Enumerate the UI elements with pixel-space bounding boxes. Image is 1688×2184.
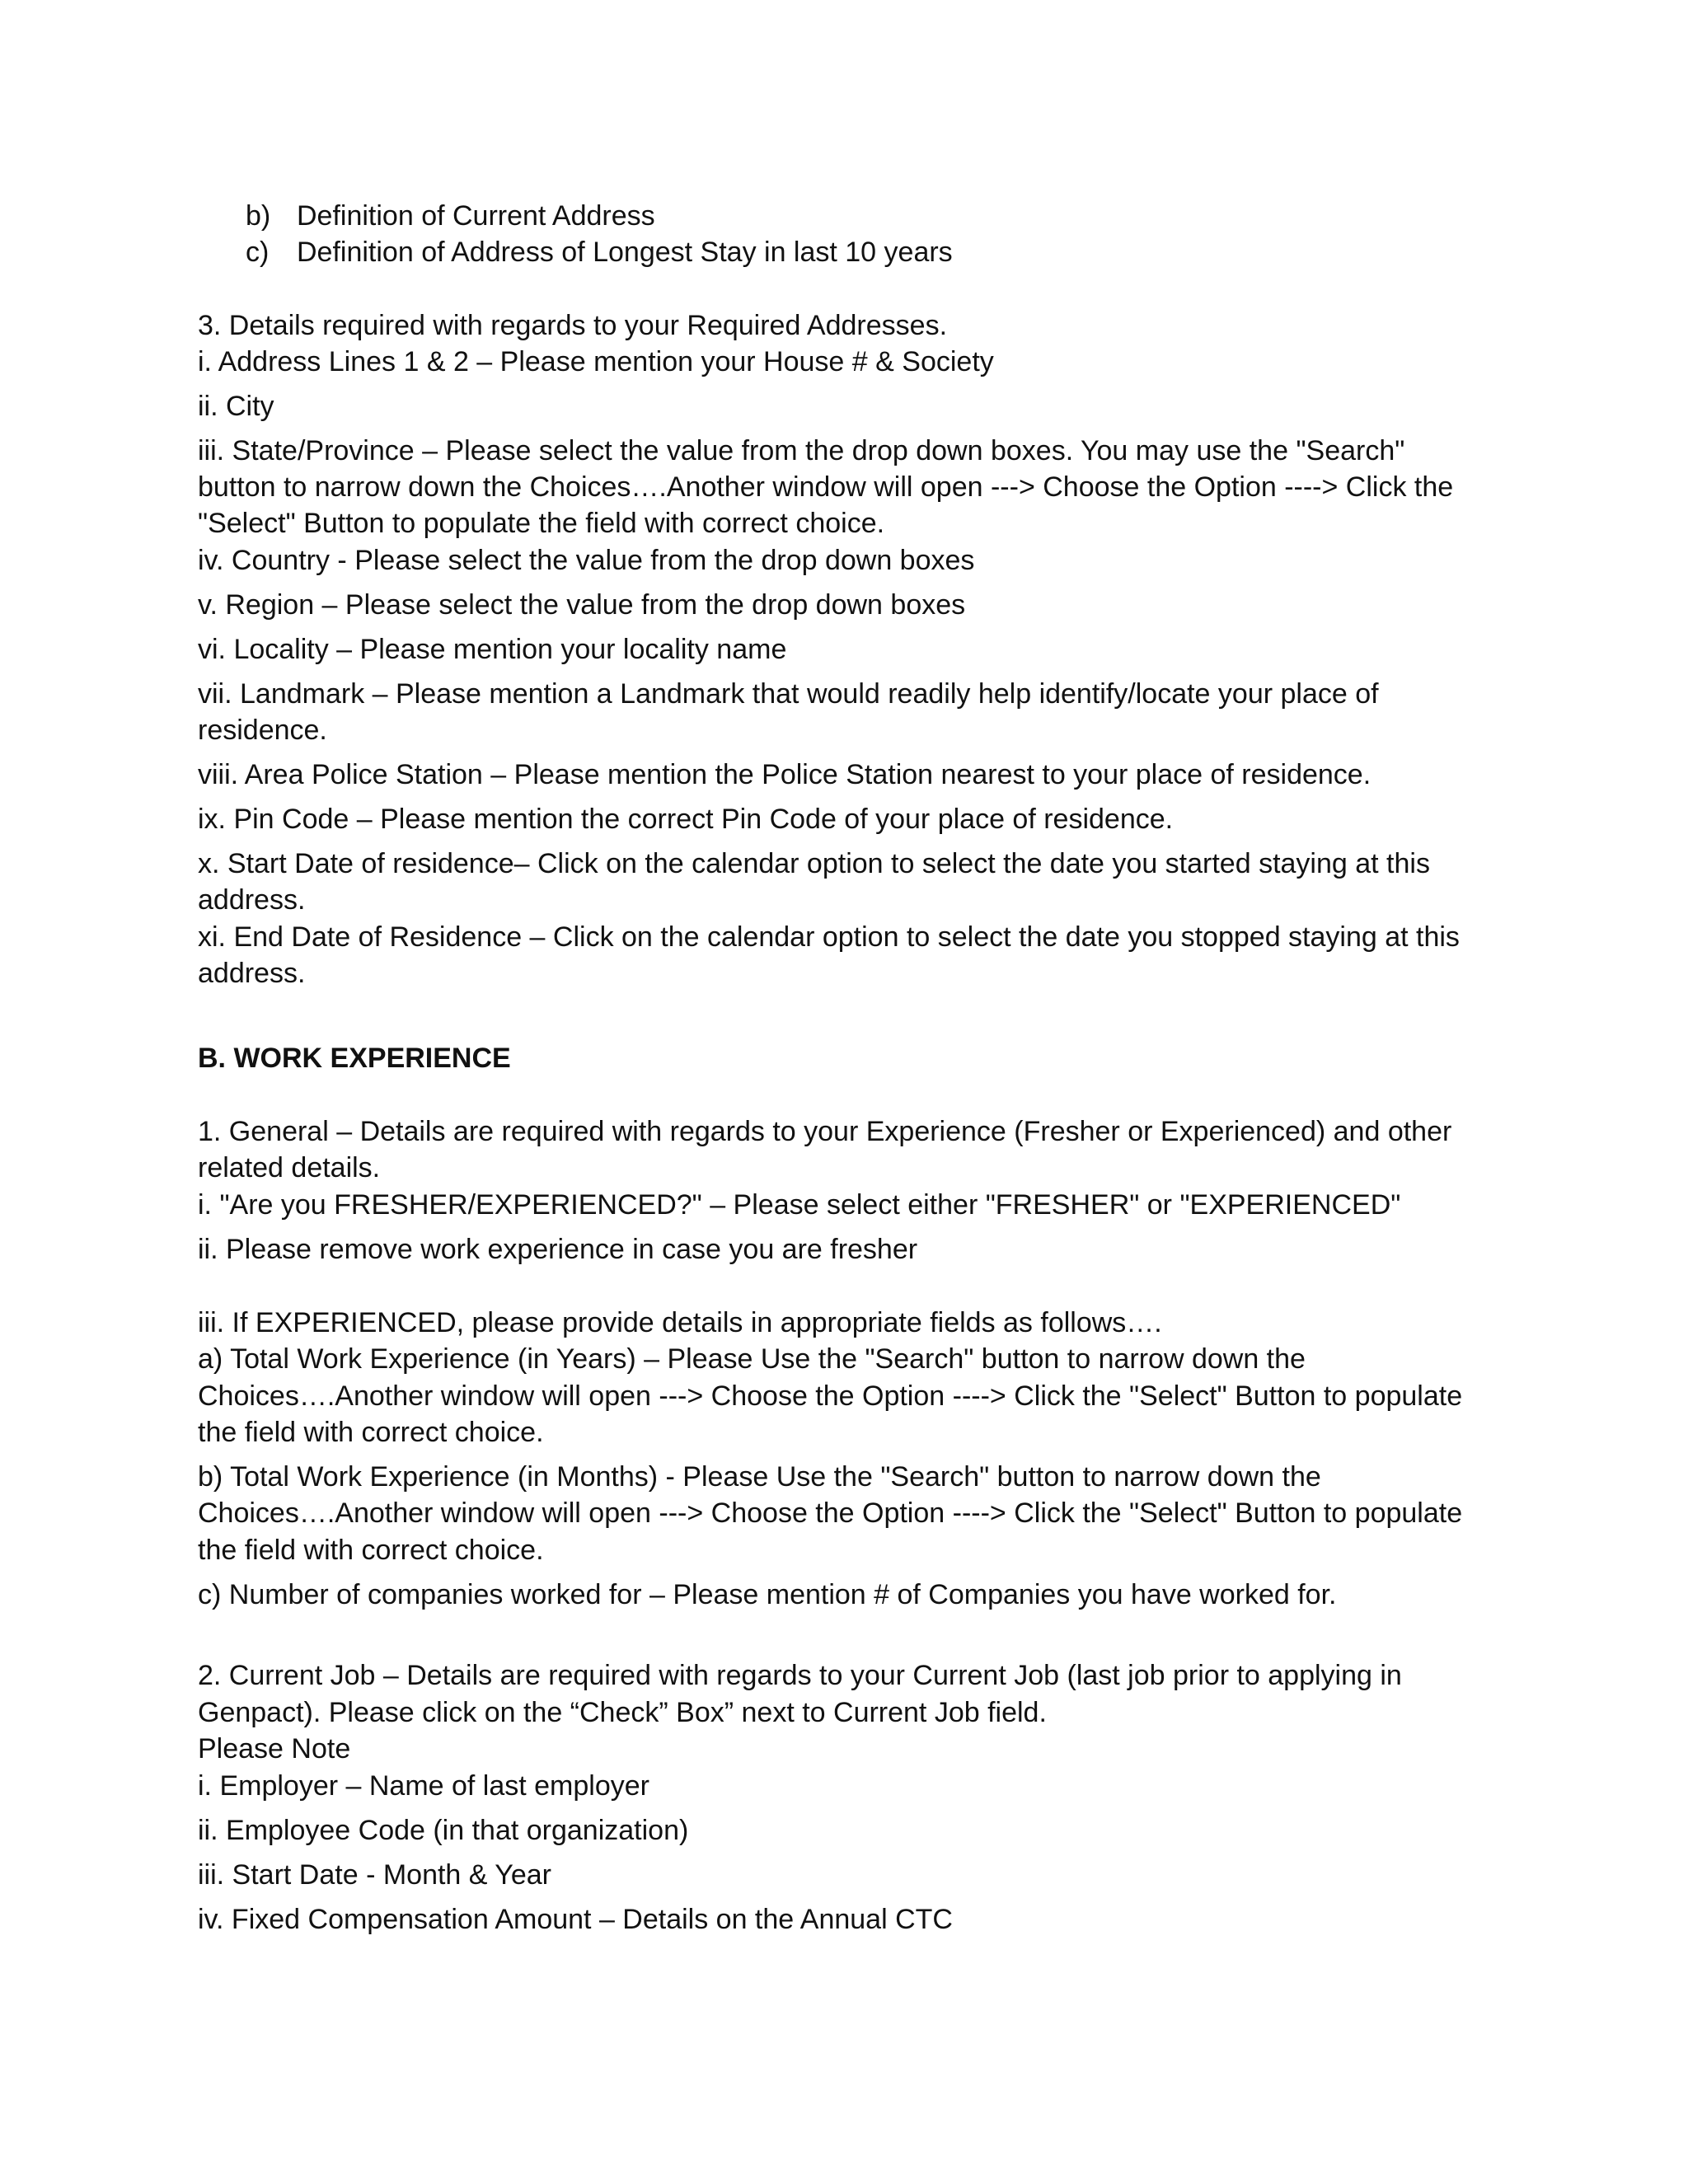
address-item-iv: iv. Country - Please select the value from the drop down boxes	[198, 545, 975, 576]
work-item-a-line-2: Choices….Another window will open ---> Choose the Option ----> Click the "Select" Button to populate	[198, 1380, 1463, 1412]
current-job-item-ii: ii. Employee Code (in that organization)	[198, 1815, 689, 1846]
address-item-vii-line-1: vii. Landmark – Please mention a Landmark that would readily help identify/locate your place of	[198, 678, 1379, 710]
current-job-item-i: i. Employer – Name of last employer	[198, 1770, 649, 1802]
current-job-note: Please Note	[198, 1733, 351, 1765]
address-item-iii-line-3: "Select" Button to populate the field with correct choice.	[198, 508, 885, 539]
addresses-intro: 3. Details required with regards to your Required Addresses.	[198, 310, 948, 341]
list-item-text: Definition of Current Address	[297, 200, 655, 232]
current-job-item-iii: iii. Start Date - Month & Year	[198, 1859, 551, 1891]
address-item-v: v. Region – Please select the value from the drop down boxes	[198, 589, 966, 621]
list-item-c	[246, 234, 953, 271]
address-item-xi-line-1: xi. End Date of Residence – Click on the calendar option to select the date you stopped staying at this	[198, 921, 1460, 953]
address-item-ii: ii. City	[198, 391, 274, 422]
work-item-iii: iii. If EXPERIENCED, please provide details in appropriate fields as follows….	[198, 1307, 1162, 1338]
address-item-x-line-1: x. Start Date of residence– Click on the calendar option to select the date you started staying at this	[198, 848, 1430, 879]
address-item-i: i. Address Lines 1 & 2 – Please mention your House # & Society	[198, 346, 994, 377]
work-item-a-line-1: a) Total Work Experience (in Years) – Please Use the "Search" button to narrow down the	[198, 1343, 1306, 1375]
address-item-viii: viii. Area Police Station – Please mention the Police Station nearest to your place of residence.	[198, 759, 1372, 790]
work-item-b-line-1: b) Total Work Experience (in Months) - Please Use the "Search" button to narrow down the	[198, 1461, 1321, 1493]
list-item-text: Definition of Address of Longest Stay in last 10 years	[297, 237, 953, 268]
work-item-ii: ii. Please remove work experience in case you are fresher	[198, 1234, 918, 1265]
work-general-line-1: 1. General – Details are required with regards to your Experience (Fresher or Experienced) and other	[198, 1116, 1452, 1147]
address-item-x-line-2: address.	[198, 884, 306, 916]
address-item-vii-line-2: residence.	[198, 715, 327, 746]
list-marker: c)	[246, 237, 270, 268]
current-job-line-2: Genpact). Please click on the “Check” Box” next to Current Job field.	[198, 1697, 1047, 1728]
address-item-xi-line-2: address.	[198, 958, 306, 989]
address-item-vi: vi. Locality – Please mention your locality name	[198, 634, 787, 665]
list-item-b	[246, 198, 655, 235]
list-marker: b)	[246, 200, 271, 232]
work-item-a-line-3: the field with correct choice.	[198, 1417, 544, 1448]
work-general-line-2: related details.	[198, 1152, 381, 1183]
work-item-i: i. "Are you FRESHER/EXPERIENCED?" – Please select either "FRESHER" or "EXPERIENCED"	[198, 1189, 1401, 1221]
current-job-line-1: 2. Current Job – Details are required with regards to your Current Job (last job prior to applying in	[198, 1660, 1402, 1691]
current-job-item-iv: iv. Fixed Compensation Amount – Details on the Annual CTC	[198, 1904, 953, 1935]
work-item-b-line-3: the field with correct choice.	[198, 1535, 544, 1566]
address-item-ix: ix. Pin Code – Please mention the correct Pin Code of your place of residence.	[198, 804, 1174, 835]
section-heading-work-experience: B. WORK EXPERIENCE	[198, 1043, 511, 1074]
work-item-c: c) Number of companies worked for – Please mention # of Companies you have worked for.	[198, 1579, 1337, 1610]
address-item-iii-line-2: button to narrow down the Choices….Another window will open ---> Choose the Option ----> Click the	[198, 471, 1454, 503]
address-item-iii-line-1: iii. State/Province – Please select the value from the drop down boxes. You may use the "Search"	[198, 435, 1405, 466]
work-item-b-line-2: Choices….Another window will open ---> Choose the Option ----> Click the "Select" Button to populate	[198, 1497, 1463, 1529]
